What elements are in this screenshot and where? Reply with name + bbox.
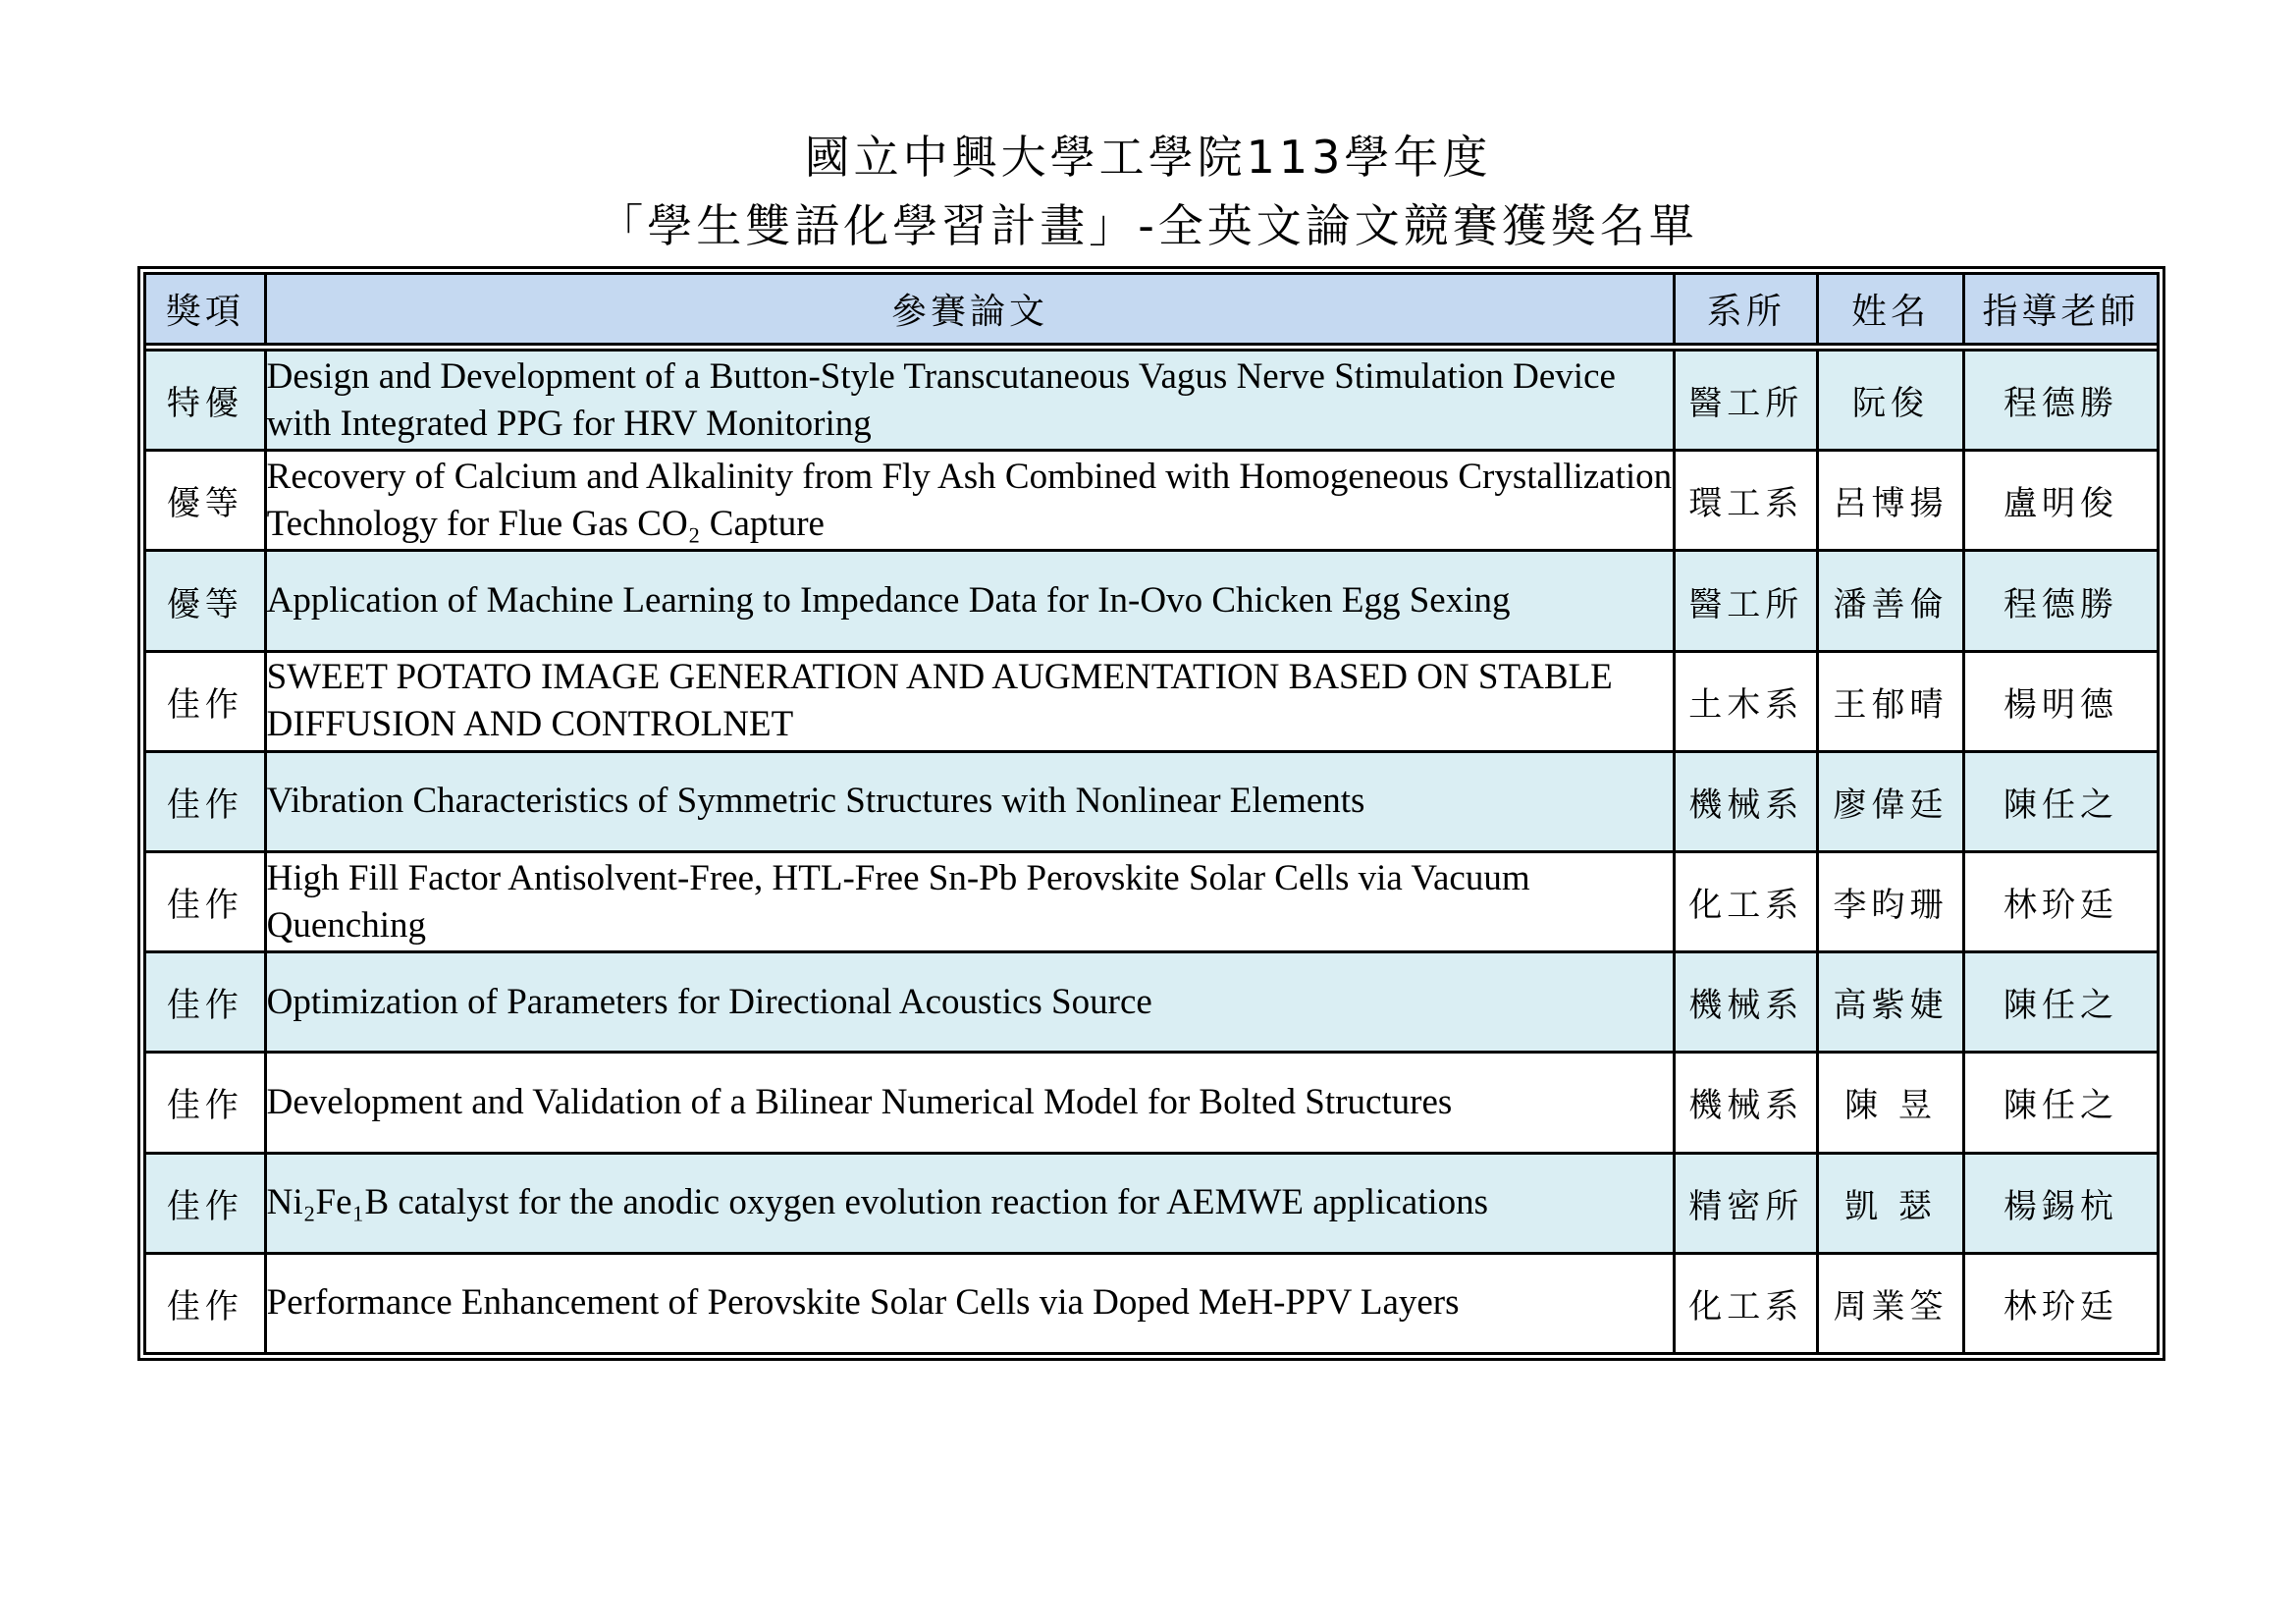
- paper-cell: Optimization of Parameters for Directional Acoustics Source: [265, 952, 1675, 1053]
- advisor-cell: 林玠廷: [1963, 1253, 2158, 1353]
- table-row: [145, 952, 2159, 1053]
- paper-cell: Vibration Characteristics of Symmetric Structures with Nonlinear Elements: [265, 751, 1675, 851]
- header-paper: 參賽論文: [265, 274, 1675, 345]
- dept-cell: 醫工所: [1675, 351, 1818, 451]
- award-cell: 特優: [145, 351, 266, 451]
- dept-cell: 機械系: [1675, 952, 1818, 1053]
- paper-cell: Development and Validation of a Bilinear Numerical Model for Bolted Structures: [265, 1053, 1675, 1153]
- advisor-cell: 程德勝: [1963, 351, 2158, 451]
- awards-table-frame: [137, 266, 2165, 1361]
- advisor-cell: 楊錫杭: [1963, 1153, 2158, 1253]
- name-cell: 王郁晴: [1818, 651, 1964, 751]
- award-cell: 佳作: [145, 1053, 266, 1153]
- name-cell: 凱 瑟: [1818, 1153, 1964, 1253]
- advisor-cell: 陳任之: [1963, 751, 2158, 851]
- name-cell: 陳 昱: [1818, 1053, 1964, 1153]
- table-row: [145, 651, 2159, 751]
- header-advisor: 指導老師: [1963, 274, 2158, 345]
- dept-cell: 醫工所: [1675, 551, 1818, 651]
- advisor-cell: 盧明俊: [1963, 451, 2158, 551]
- name-cell: 高紫婕: [1818, 952, 1964, 1053]
- table-row: [145, 751, 2159, 851]
- name-cell: 李昀珊: [1818, 852, 1964, 952]
- advisor-cell: 陳任之: [1963, 952, 2158, 1053]
- paper-cell: Design and Development of a Button-Style Transcutaneous Vagus Nerve Stimulation Device with Integrated PPG for HRV Monitoring: [265, 351, 1675, 451]
- title-line-2: 「學生雙語化學習計畫」-全英文論文競賽獲獎名單: [598, 199, 1698, 252]
- paper-cell: SWEET POTATO IMAGE GENERATION AND AUGMENTATION BASED ON STABLE DIFFUSION AND CONTROLNET: [265, 651, 1675, 751]
- award-cell: 佳作: [145, 1253, 266, 1353]
- paper-cell: High Fill Factor Antisolvent-Free, HTL-Free Sn-Pb Perovskite Solar Cells via Vacuum Quenching: [265, 852, 1675, 952]
- name-cell: 周業筌: [1818, 1253, 1964, 1353]
- table-row: [145, 1053, 2159, 1153]
- awards-table: [143, 272, 2160, 1355]
- dept-cell: 機械系: [1675, 1053, 1818, 1153]
- award-cell: 優等: [145, 451, 266, 551]
- table-row: [145, 1153, 2159, 1253]
- table-row: [145, 1253, 2159, 1353]
- paper-cell: Application of Machine Learning to Impedance Data for In-Ovo Chicken Egg Sexing: [265, 551, 1675, 651]
- header-dept: 系所: [1675, 274, 1818, 345]
- dept-cell: 環工系: [1675, 451, 1818, 551]
- header-award: 獎項: [145, 274, 266, 345]
- header-name: 姓名: [1818, 274, 1964, 345]
- table-row: [145, 852, 2159, 952]
- advisor-cell: 楊明德: [1963, 651, 2158, 751]
- dept-cell: 土木系: [1675, 651, 1818, 751]
- name-cell: 阮俊: [1818, 351, 1964, 451]
- advisor-cell: 陳任之: [1963, 1053, 2158, 1153]
- dept-cell: 精密所: [1675, 1153, 1818, 1253]
- document-title: [0, 123, 2296, 260]
- name-cell: 潘善倫: [1818, 551, 1964, 651]
- table-row: [145, 551, 2159, 651]
- dept-cell: 機械系: [1675, 751, 1818, 851]
- award-cell: 佳作: [145, 1153, 266, 1253]
- table-header-row: [145, 274, 2159, 345]
- advisor-cell: 林玠廷: [1963, 852, 2158, 952]
- table-row: [145, 351, 2159, 451]
- advisor-cell: 程德勝: [1963, 551, 2158, 651]
- title-line-1: 國立中興大學工學院113學年度: [804, 131, 1492, 184]
- name-cell: 呂博揚: [1818, 451, 1964, 551]
- name-cell: 廖偉廷: [1818, 751, 1964, 851]
- award-cell: 佳作: [145, 751, 266, 851]
- paper-cell: Performance Enhancement of Perovskite Solar Cells via Doped MeH-PPV Layers: [265, 1253, 1675, 1353]
- paper-cell: Ni₂Fe₁B catalyst for the anodic oxygen evolution reaction for AEMWE applications: [265, 1153, 1675, 1253]
- dept-cell: 化工系: [1675, 1253, 1818, 1353]
- award-cell: 佳作: [145, 852, 266, 952]
- award-cell: 優等: [145, 551, 266, 651]
- table-row: [145, 451, 2159, 551]
- dept-cell: 化工系: [1675, 852, 1818, 952]
- paper-cell: Recovery of Calcium and Alkalinity from Fly Ash Combined with Homogeneous Crystallization Technology for Flue Gas CO₂ Capture: [265, 451, 1675, 551]
- award-cell: 佳作: [145, 651, 266, 751]
- award-cell: 佳作: [145, 952, 266, 1053]
